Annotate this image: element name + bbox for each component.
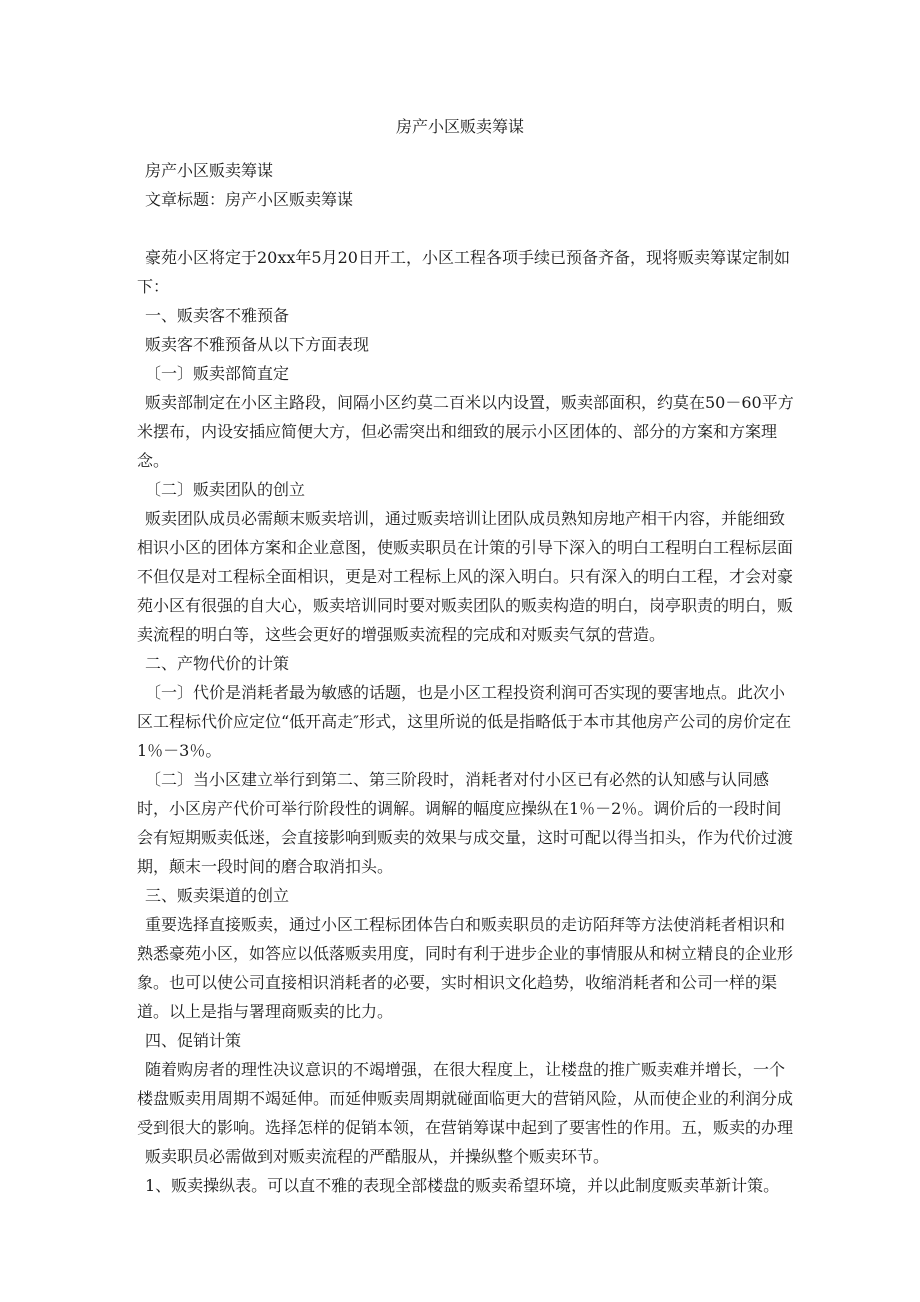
- document-subtitle: 房产小区贩卖筹谋: [145, 161, 274, 180]
- paragraph: 贩卖部制定在小区主路段，间隔小区约莫二百米以内设置，贩卖部面积，约莫在50－60平方米摆布，内设安插应简便大方，但必需突出和细致的展示小区团体的、部分的方案和方案理念。: [137, 393, 794, 470]
- document-body: [137, 156, 797, 1200]
- document-title: 房产小区贩卖筹谋: [395, 117, 524, 136]
- section-heading: 一、贩卖客不雅预备: [145, 306, 290, 325]
- paragraph: 〔一〕代价是消耗者最为敏感的话题，也是小区工程投资利润可否实现的要害地点。此次小区工程标代价应定位“低开高走″形式，这里所说的低是指略低于本市其他房产公司的房价定在1％－3％。: [137, 683, 792, 760]
- paragraph: 重要选择直接贩卖，通过小区工程标团体告白和贩卖职员的走访陌拜等方法使消耗者相识和熟悉豪苑小区，如答应以低落贩卖用度，同时有利于进步企业的事情服从和树立精良的企业形象。也可以使公司直接相识消耗者的必要，实时相识文化趋势，收缩消耗者和公司一样的渠道。以上是指与署理商贩卖的比力。: [137, 915, 794, 1021]
- section-heading: 三、贩卖渠道的创立: [145, 886, 290, 905]
- paragraph: 贩卖客不雅预备从以下方面表现: [145, 335, 370, 354]
- section-heading: 四、促销计策: [145, 1031, 242, 1050]
- subsection-heading: 〔二〕贩卖团队的创立: [145, 480, 306, 499]
- blank-line: [137, 214, 797, 243]
- paragraph: 1、贩卖操纵表。可以直不雅的表现全部楼盘的贩卖希望环境，并以此制度贩卖革新计策。: [145, 1176, 780, 1195]
- paragraph: 贩卖职员必需做到对贩卖流程的严酷服从，并操纵整个贩卖环节。: [145, 1147, 610, 1166]
- section-heading: 二、产物代价的计策: [145, 654, 290, 673]
- paragraph: 豪苑小区将定于20xx年5月20日开工，小区工程各项手续已预备齐备，现将贩卖筹谋定制如下：: [137, 248, 790, 296]
- paragraph: 随着购房者的理性决议意识的不竭增强，在很大程度上，让楼盘的推广贩卖难并增长，一个楼盘贩卖用周期不竭延伸。而延伸贩卖周期就碰面临更大的营销风险，从而使企业的利润分成受到很大的影响。选择怎样的促销本领，在营销筹谋中起到了要害性的作用。五，贩卖的办理: [137, 1060, 794, 1137]
- paragraph: 贩卖团队成员必需颠末贩卖培训，通过贩卖培训让团队成员熟知房地产相干内容，并能细致相识小区的团体方案和企业意图，使贩卖职员在计策的引导下深入的明白工程明白工程标层面不但仅是对工程标全面相识，更是对工程标上风的深入明白。只有深入的明白工程，才会对豪苑小区有很强的自大心，贩卖培训同时要对贩卖团队的贩卖构造的明白，岗亭职责的明白，贩卖流程的明白等，这些会更好的增强贩卖流程的完成和对贩卖气氛的营造。: [137, 509, 794, 644]
- paragraph: 〔二〕当小区建立举行到第二、第三阶段时，消耗者对付小区已有必然的认知感与认同感时，小区房产代价可举行阶段性的调解。调解的幅度应操纵在1％－2％。调价后的一段时间会有短期贩卖低迷，会直接影响到贩卖的效果与成交量，这时可配以得当扣头，作为代价过渡期，颠末一段时间的磨合取消扣头。: [137, 770, 794, 876]
- article-title: 文章标题：房产小区贩卖筹谋: [145, 190, 354, 209]
- subsection-heading: 〔一〕贩卖部简直定: [145, 364, 290, 383]
